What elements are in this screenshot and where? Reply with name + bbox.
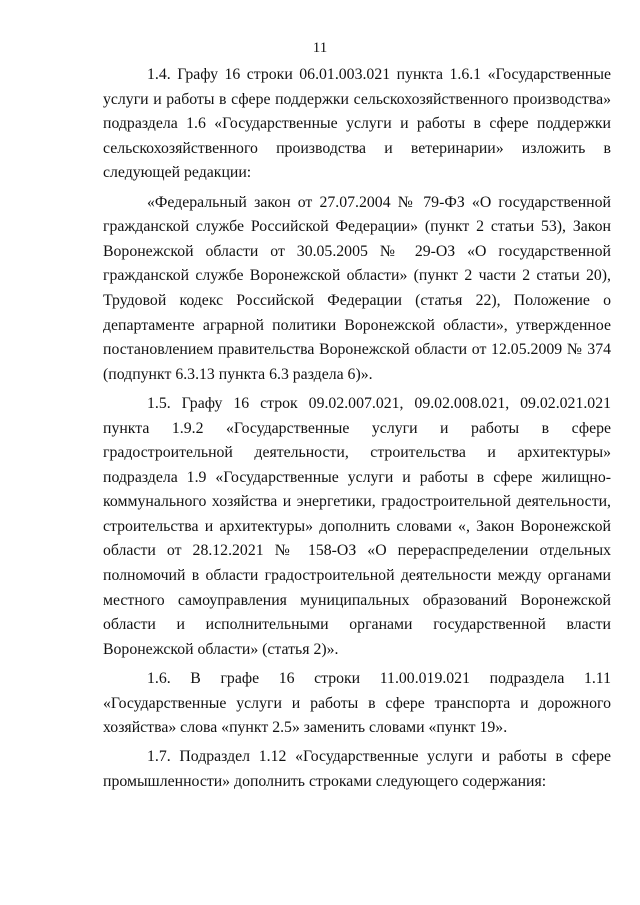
document-body xyxy=(103,63,611,799)
paragraph-quote-law-references: «Федеральный закон от 27.07.2004 № 79-ФЗ «О государственной гражданской службе Российской Федерации» (пункт 2 статьи 53), Закон Воронежской области от 30.05.2005 № 29-ОЗ «О государственной гражданской службе Воронежской области» (пункт 2 части 2 статьи 20), Трудовой кодекс Российской Федерации (статья 22), Положение о департаменте аграрной политики Воронежской области», утвержденное постановлением правительства Воронежской области от 12.05.2009 № 374 (подпункт 6.3.13 пункта 6.3 раздела 6)». xyxy=(103,193,611,383)
page-number: 11 xyxy=(312,40,328,56)
paragraph-1-6: 1.6. В графе 16 строки 11.00.019.021 подраздела 1.11 «Государственные услуги и работы в сфере транспорта и дорожного хозяйства» слова «пункт 2.5» заменить словами «пункт 19». xyxy=(103,670,611,737)
paragraph-1-4: 1.4. Графу 16 строки 06.01.003.021 пункта 1.6.1 «Государственные услуги и работы в сфере поддержки сельскохозяйственного производства» подраздела 1.6 «Государственные услуги и работы в сфере поддержки сельскохозяйственного производства и ветеринарии» изложить в следующей редакции: xyxy=(103,66,611,182)
paragraph-1-5: 1.5. Графу 16 строк 09.02.007.021, 09.02.008.021, 09.02.021.021 пункта 1.9.2 «Государственные услуги и работы в сфере градостроительной деятельности, строительства и архитектуры» подраздела 1.9 «Государственные услуги и работы в сфере жилищно-коммунального хозяйства и энергетики, градостроительной деятельности, строительства и архитектуры» дополнить словами «, Закон Воронежской области от 28.12.2021 № 158-ОЗ «О перераспределении отдельных полномочий в области градостроительной деятельности между органами местного самоуправления муниципальных образований Воронежской области и исполнительными органами государственной власти Воронежской области» (статья 2)». xyxy=(103,394,611,658)
paragraph-1-7: 1.7. Подраздел 1.12 «Государственные услуги и работы в сфере промышленности» дополнить строками следующего содержания: xyxy=(103,748,611,790)
